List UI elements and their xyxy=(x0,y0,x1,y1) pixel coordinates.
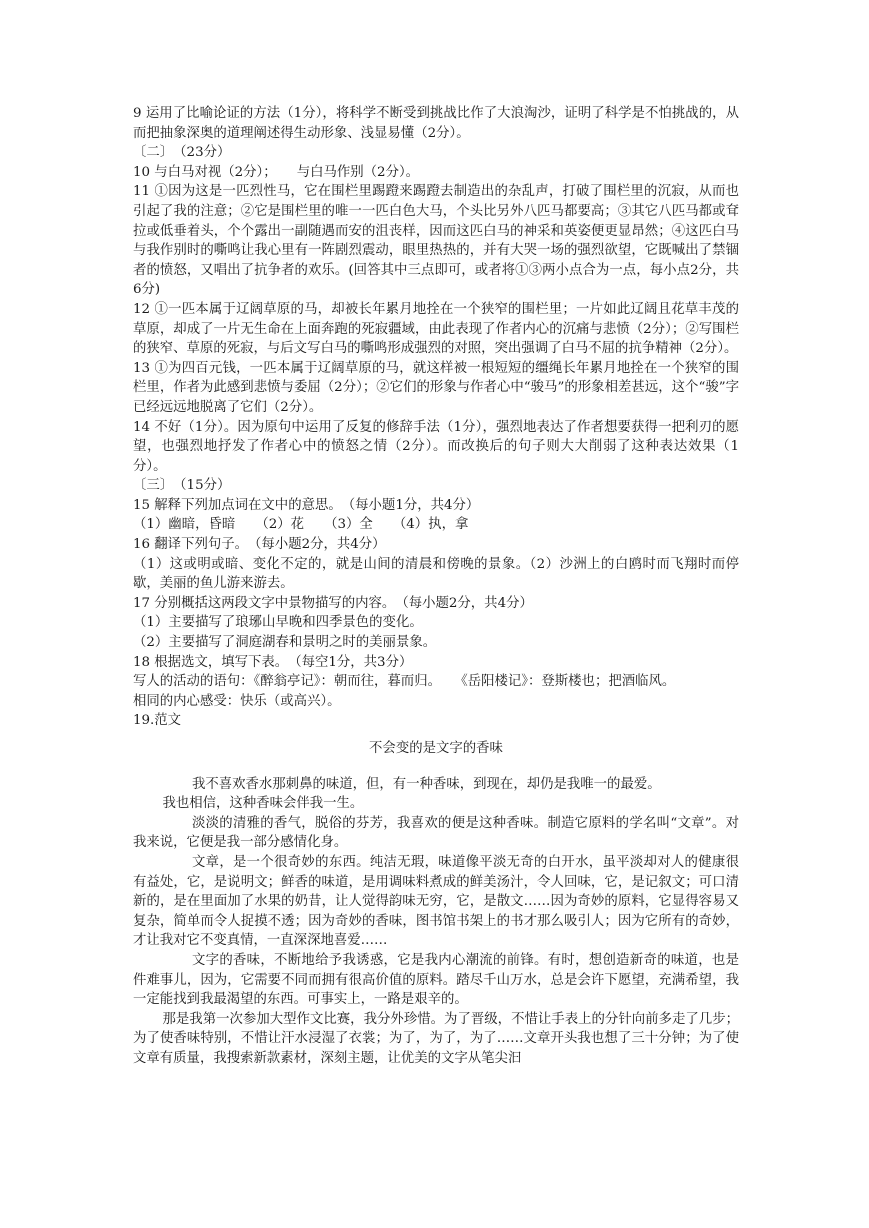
essay-paragraph: 我也相信，这种香味会伴我一生。 xyxy=(162,796,364,812)
answer-11: 11 ①因为这是一匹烈性马，它在围栏里踢蹬来踢蹬去制造出的杂乱声，打破了围栏里的沉寂，从而也引起了我的注意；②它是围栏里的唯一一匹白色大马，个头比另外八匹马都要高；③其它八匹马都或耷拉或低垂着头，个个露出一副随遇而安的沮丧样，因而这匹白马的神采和英姿便更显昂然；④这匹白马与我作别时的嘶鸣让我心里有一阵剧烈震动，眼里热热的，并有大哭一场的强烈欲望，它既喊出了禁锢者的愤怒，又唱出了抗争者的欢乐。(回答其中三点即可，或者将①③两小点合为一点，每小点2分，共6分) xyxy=(133,184,739,298)
answer-17-2: （2）主要描写了洞庭湖春和景明之时的美丽景象。 xyxy=(133,635,437,651)
answer-18-activity: 写人的活动的语句：《醉翁亭记》：朝而往，暮而归。 《岳阳楼记》：登斯楼也；把酒临风。 xyxy=(133,674,676,690)
essay-paragraph: 那是我第一次参加大型作文比赛，我分外珍惜。为了晋级，不惜让手表上的分针向前多走了几步；为了使香味特别，不惜让汗水浸湿了衣裳；为了，为了，为了……文章开头我也想了三十分钟；为了使文章有质量，我搜索新款素材，深刻主题，让优美的文字从笔尖汩 xyxy=(133,1011,739,1066)
essay-paragraph: 我不喜欢香水那刺鼻的味道，但，有一种香味，到现在，却仍是我唯一的最爱。 xyxy=(191,776,661,792)
essay-paragraph: 文字的香味，不断地给予我诱惑，它是我内心潮流的前锋。有时，想创造新奇的味道，也是件难事儿，因为，它需要不同而拥有很高价值的原料。踏尽千山万水，总是会许下愿望，充满希望，我一定能找到我最渴望的东西。可事实上，一路是艰辛的。 xyxy=(133,952,739,1008)
answer-17-1: （1）主要描写了琅琊山早晚和四季景色的变化。 xyxy=(133,615,423,631)
section-two-heading: 〔二〕 （23分） xyxy=(133,145,231,161)
answer-content xyxy=(133,104,739,1069)
answer-9: 9 运用了比喻论证的方法（1分），将科学不断受到挑战比作了大浪淘沙，证明了科学是不怕挑战的，从而把抽象深奥的道理阐述得生动形象、浅显易懂（2分）。 xyxy=(133,106,739,141)
answer-10: 10 与白马对视（2分）； 与白马作别（2分）。 xyxy=(133,164,420,180)
essay-paragraph: 淡淡的清雅的香气，脱俗的芬芳，我喜欢的便是这种香味。制造它原料的学名叫“文章”。对我来说，它便是我一部分感情化身。 xyxy=(133,815,739,851)
essay-title: 不会变的是文字的香味 xyxy=(369,741,503,756)
question-16: 16 翻译下列句子。 （每小题2分，共4分） xyxy=(133,537,386,553)
answer-12: 12 ①一匹本属于辽阔草原的马，却被长年累月地拴在一个狭窄的围栏里；一片如此辽阔且花草丰茂的草原，却成了一片无生命在上面奔跑的死寂疆域，由此表现了作者内心的沉痛与悲愤（2分）；②写围栏的狭窄、草原的死寂，与后文写白马的嘶鸣形成强烈的对照，突出强调了白马不屈的抗争精神（2分）。 xyxy=(133,301,739,357)
question-17: 17 分别概括这两段文字中景物描写的内容。 （每小题2分，共4分） xyxy=(133,595,533,611)
question-18: 18 根据选文，填写下表。 （每空1分，共3分） xyxy=(133,654,413,670)
answer-16: （1）这或明或暗、变化不定的，就是山间的清晨和傍晚的景象。（2）沙洲上的白鸥时而飞翔时而停歇，美丽的鱼儿游来游去。 xyxy=(133,556,739,592)
question-19-label: 19.范文 xyxy=(133,713,182,729)
answer-15: （1）幽暗，昏暗 （2）花 （3）全 （4）执，拿 xyxy=(133,517,469,533)
question-15: 15 解释下列加点词在文中的意思。 （每小题1分，共4分） xyxy=(133,497,480,513)
essay-paragraph: 文章，是一个很奇妙的东西。纯洁无瑕，味道像平淡无奇的白开水，虽平淡却对人的健康很有益处，它，是说明文；鲜香的味道，是用调味料煮成的鲜美汤汁，令人回味，它，是记叙文；可口清新的，是在里面加了水果的奶昔，让人觉得韵味无穷，它，是散文……因为奇妙的原料，它显得容易又复杂，简单而令人捉摸不透；因为奇妙的香味，图书馆书架上的书才那么吸引人；因为它所有的奇妙，才让我对它不变真情，一直深深地喜爱…… xyxy=(133,854,739,949)
answer-13: 13 ①为四百元钱，一匹本属于辽阔草原的马，就这样被一根短短的缰绳长年累月地拴在一个狭窄的围栏里，作者为此感到悲愤与委屈（2分）；②它们的形象与作者心中“骏马”的形象相差甚远，这个“骏”字已经远远地脱离了它们（2分）。 xyxy=(133,360,739,415)
answer-18-feeling: 相同的内心感受：快乐（或高兴）。 xyxy=(133,693,341,709)
answer-14: 14 不好（1分）。因为原句中运用了反复的修辞手法（1分），强烈地表达了作者想要获得一把利刃的愿望，也强烈地抒发了作者心中的愤怒之情（2分）。而改换后的句子则大大削弱了这种表达效果（1分）。 xyxy=(133,419,739,474)
section-three-heading: 〔三〕 （15分） xyxy=(133,478,231,494)
